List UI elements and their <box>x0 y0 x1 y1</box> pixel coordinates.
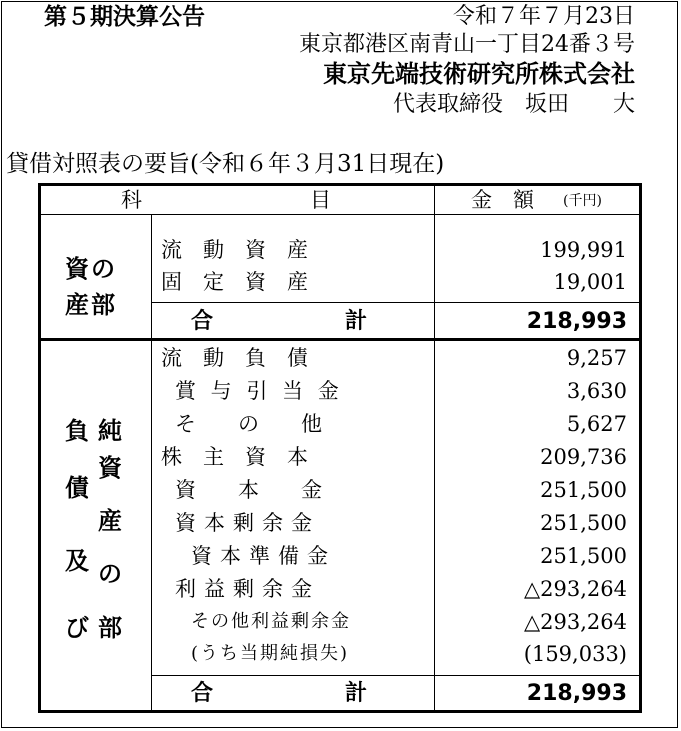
unit-label: (千円) <box>563 193 602 209</box>
net-assets-label-char: 純 <box>98 417 122 445</box>
column-header-amount: 金 額 <box>471 188 534 212</box>
table-row-label: 固 定 資 産 <box>161 270 308 294</box>
table-row-label: 株 主 資 本 <box>161 445 308 469</box>
table-row-label: 資本準備金 <box>191 544 336 568</box>
summary-title: 貸借対照表の要旨(令和６年３月31日現在) <box>6 151 445 177</box>
liabilities-subtotal-divider <box>151 675 639 676</box>
table-row-label: その他利益剰余金 <box>191 611 351 632</box>
section-column-divider <box>151 215 152 710</box>
amount-column-divider <box>434 186 435 710</box>
table-row-label: 賞 与 引 当 金 <box>175 379 343 403</box>
net-assets-label-char: 部 <box>98 614 122 642</box>
balance-sheet-table <box>38 183 642 713</box>
table-row-label: 資 本 金 <box>175 478 322 502</box>
assets-section-label-line2: 産部 <box>65 291 117 319</box>
table-row-value: 251,500 <box>540 544 627 568</box>
notice-title: 第５期決算公告 <box>44 4 205 30</box>
table-row-value: 19,001 <box>553 270 627 294</box>
net-assets-label-char: 産 <box>98 507 122 535</box>
table-row-value: 9,257 <box>566 346 627 370</box>
table-row-label: 流 動 資 産 <box>161 238 308 262</box>
assets-section-label-line1: 資の <box>65 255 117 283</box>
assets-total-label: 合 計 <box>191 309 368 334</box>
company-name: 東京先端技術研究所株式会社 <box>323 60 635 88</box>
representative: 代表取締役 坂田 大 <box>392 92 635 117</box>
table-row-value: 3,630 <box>566 379 627 403</box>
table-row-label: 利益剰余金 <box>175 577 320 601</box>
notice-date: 令和７年７月23日 <box>453 4 635 29</box>
table-row-value: 5,627 <box>566 412 627 436</box>
table-row-label: 流 動 負 債 <box>161 346 308 370</box>
table-row-value: (159,033) <box>523 642 627 666</box>
table-row-value: △293,264 <box>524 610 627 634</box>
liabilities-label-char: 及 <box>65 547 89 575</box>
table-row-label: (うち当期純損失) <box>191 643 350 664</box>
liabilities-label-char: 負 <box>65 417 89 445</box>
net-assets-label-char: 資 <box>98 454 122 482</box>
table-row-label: 資本剰余金 <box>175 511 320 535</box>
table-row-value: 251,500 <box>540 511 627 535</box>
company-address: 東京都港区南青山一丁目24番３号 <box>299 32 635 57</box>
column-header-item: 科 目 <box>121 188 331 212</box>
assets-section-divider <box>41 338 639 341</box>
table-row-value: 251,500 <box>540 478 627 502</box>
table-row-label: そ の 他 <box>175 412 322 436</box>
assets-total-value: 218,993 <box>526 309 627 334</box>
liabilities-label-char: び <box>65 614 89 642</box>
liabilities-total-value: 218,993 <box>526 681 627 706</box>
header-divider <box>41 214 639 215</box>
table-row-value: 199,991 <box>540 238 627 262</box>
liabilities-total-label: 合 計 <box>191 681 368 706</box>
table-row-value: △293,264 <box>524 577 627 601</box>
net-assets-label-char: の <box>98 560 122 588</box>
liabilities-label-char: 債 <box>65 474 89 502</box>
assets-subtotal-divider <box>151 302 639 303</box>
table-row-value: 209,736 <box>540 445 627 469</box>
